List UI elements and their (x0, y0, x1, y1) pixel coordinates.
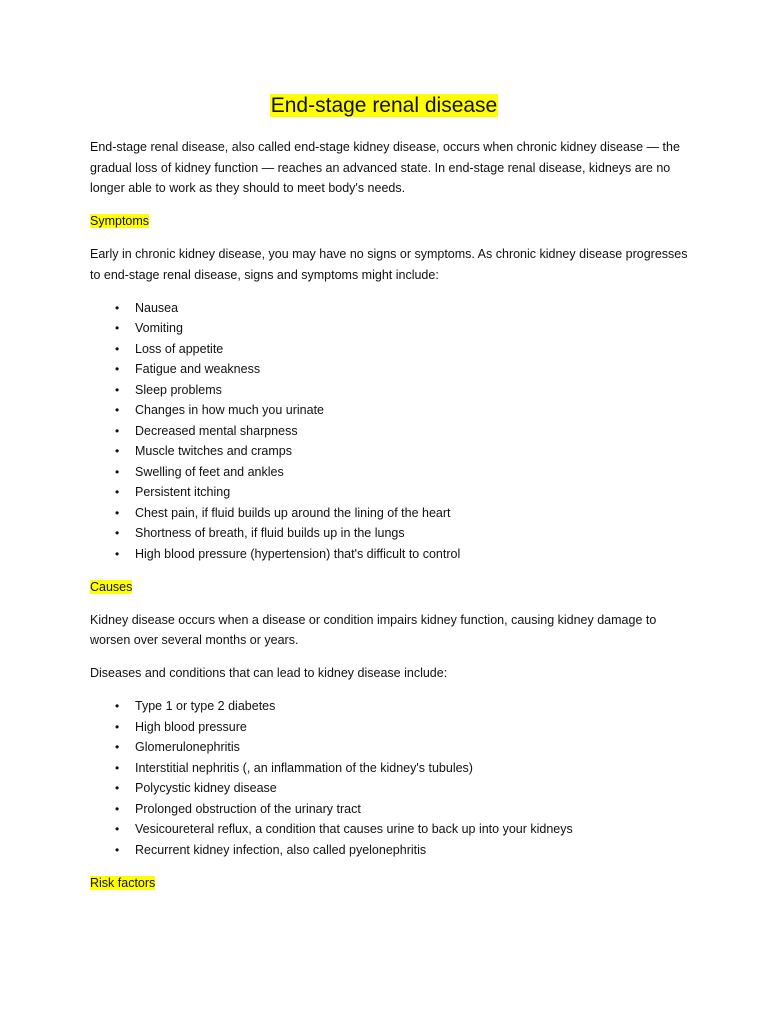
list-item-text: Glomerulonephritis (135, 740, 240, 754)
bullet-icon: • (115, 321, 120, 335)
list-item (90, 840, 690, 861)
list-item (90, 318, 690, 339)
list-item (90, 482, 690, 503)
list-item (90, 758, 690, 779)
causes-conditions-intro: Diseases and conditions that can lead to kidney disease include: (90, 666, 448, 680)
bullet-icon: • (115, 505, 120, 520)
intro-paragraph: End-stage renal disease, also called end-stage kidney disease, occurs when chronic kidney disease — the gradual loss of kidney function — reaches an advanced state. In end-stage renal disease, kidneys are no longer able to work as they should to meet body's needs. (90, 140, 680, 195)
bullet-icon: • (115, 740, 120, 754)
symptoms-heading-text: Symptoms (90, 214, 150, 228)
bullet-icon: • (115, 300, 120, 315)
bullet-icon: • (115, 526, 120, 540)
list-item (90, 696, 690, 717)
list-item-text: Nausea (135, 300, 179, 315)
list-item-text: Sleep problems (135, 382, 222, 397)
causes-paragraph: Kidney disease occurs when a disease or condition impairs kidney function, causing kidney damage to worsen over several months or years. (90, 612, 657, 647)
list-item-text: Type 1 or type 2 diabetes (135, 699, 276, 713)
list-item (90, 717, 690, 738)
symptoms-heading (90, 211, 690, 232)
bullet-icon: • (115, 403, 120, 417)
list-item (90, 339, 690, 360)
list-item (90, 503, 690, 524)
list-item (90, 400, 690, 421)
list-item (90, 737, 690, 758)
bullet-icon: • (115, 464, 120, 479)
symptoms-paragraph: Early in chronic kidney disease, you may have no signs or symptoms. As chronic kidney disease progresses to end-stage renal disease, signs and symptoms might include: (90, 247, 688, 282)
bullet-icon: • (115, 423, 120, 438)
list-item (90, 523, 690, 544)
list-item-text: High blood pressure (135, 719, 247, 734)
list-item (90, 359, 690, 380)
list-item (90, 799, 690, 820)
list-item-text: Vesicoureteral reflux, a condition that causes urine to back up into your kidneys (135, 822, 573, 836)
causes-heading (90, 577, 690, 598)
list-item-text: Persistent itching (135, 485, 231, 499)
list-item (90, 544, 690, 565)
list-item-text: High blood pressure (hypertension) that's difficult to control (135, 546, 461, 561)
list-item-text: Swelling of feet and ankles (135, 464, 284, 479)
list-item-text: Polycystic kidney disease (135, 781, 277, 795)
bullet-icon: • (115, 699, 120, 713)
bullet-icon: • (115, 444, 120, 458)
list-item-text: Prolonged obstruction of the urinary tract (135, 801, 361, 816)
bullet-icon: • (115, 341, 120, 356)
list-item (90, 819, 690, 840)
list-item-text: Changes in how much you urinate (135, 403, 325, 417)
page-title-text: End-stage renal disease (270, 94, 498, 117)
bullet-icon: • (115, 546, 120, 561)
list-item (90, 441, 690, 462)
list-item-text: Decreased mental sharpness (135, 423, 298, 438)
causes-list (90, 696, 690, 860)
list-item-text: Fatigue and weakness (135, 362, 261, 376)
list-item (90, 380, 690, 401)
list-item (90, 421, 690, 442)
bullet-icon: • (115, 362, 120, 376)
list-item (90, 298, 690, 319)
list-item (90, 462, 690, 483)
document-body (90, 137, 690, 893)
bullet-icon: • (115, 760, 120, 775)
bullet-icon: • (115, 842, 120, 857)
risk-factors-heading-text: Risk factors (90, 875, 156, 890)
causes-heading-text: Causes (90, 579, 133, 594)
page-title (0, 93, 768, 119)
bullet-icon: • (115, 382, 120, 397)
symptoms-list (90, 298, 690, 565)
list-item-text: Recurrent kidney infection, also called pyelonephritis (135, 842, 427, 857)
bullet-icon: • (115, 801, 120, 816)
bullet-icon: • (115, 719, 120, 734)
bullet-icon: • (115, 485, 120, 499)
list-item (90, 778, 690, 799)
list-item-text: Muscle twitches and cramps (135, 444, 293, 458)
list-item-text: Vomiting (135, 321, 183, 335)
list-item-text: Chest pain, if fluid builds up around the lining of the heart (135, 505, 451, 520)
bullet-icon: • (115, 822, 120, 836)
list-item-text: Interstitial nephritis (, an inflammation of the kidney's tubules) (135, 760, 473, 775)
list-item-text: Shortness of breath, if fluid builds up in the lungs (135, 526, 405, 540)
list-item-text: Loss of appetite (135, 341, 224, 356)
risk-factors-heading (90, 873, 690, 894)
bullet-icon: • (115, 781, 120, 795)
